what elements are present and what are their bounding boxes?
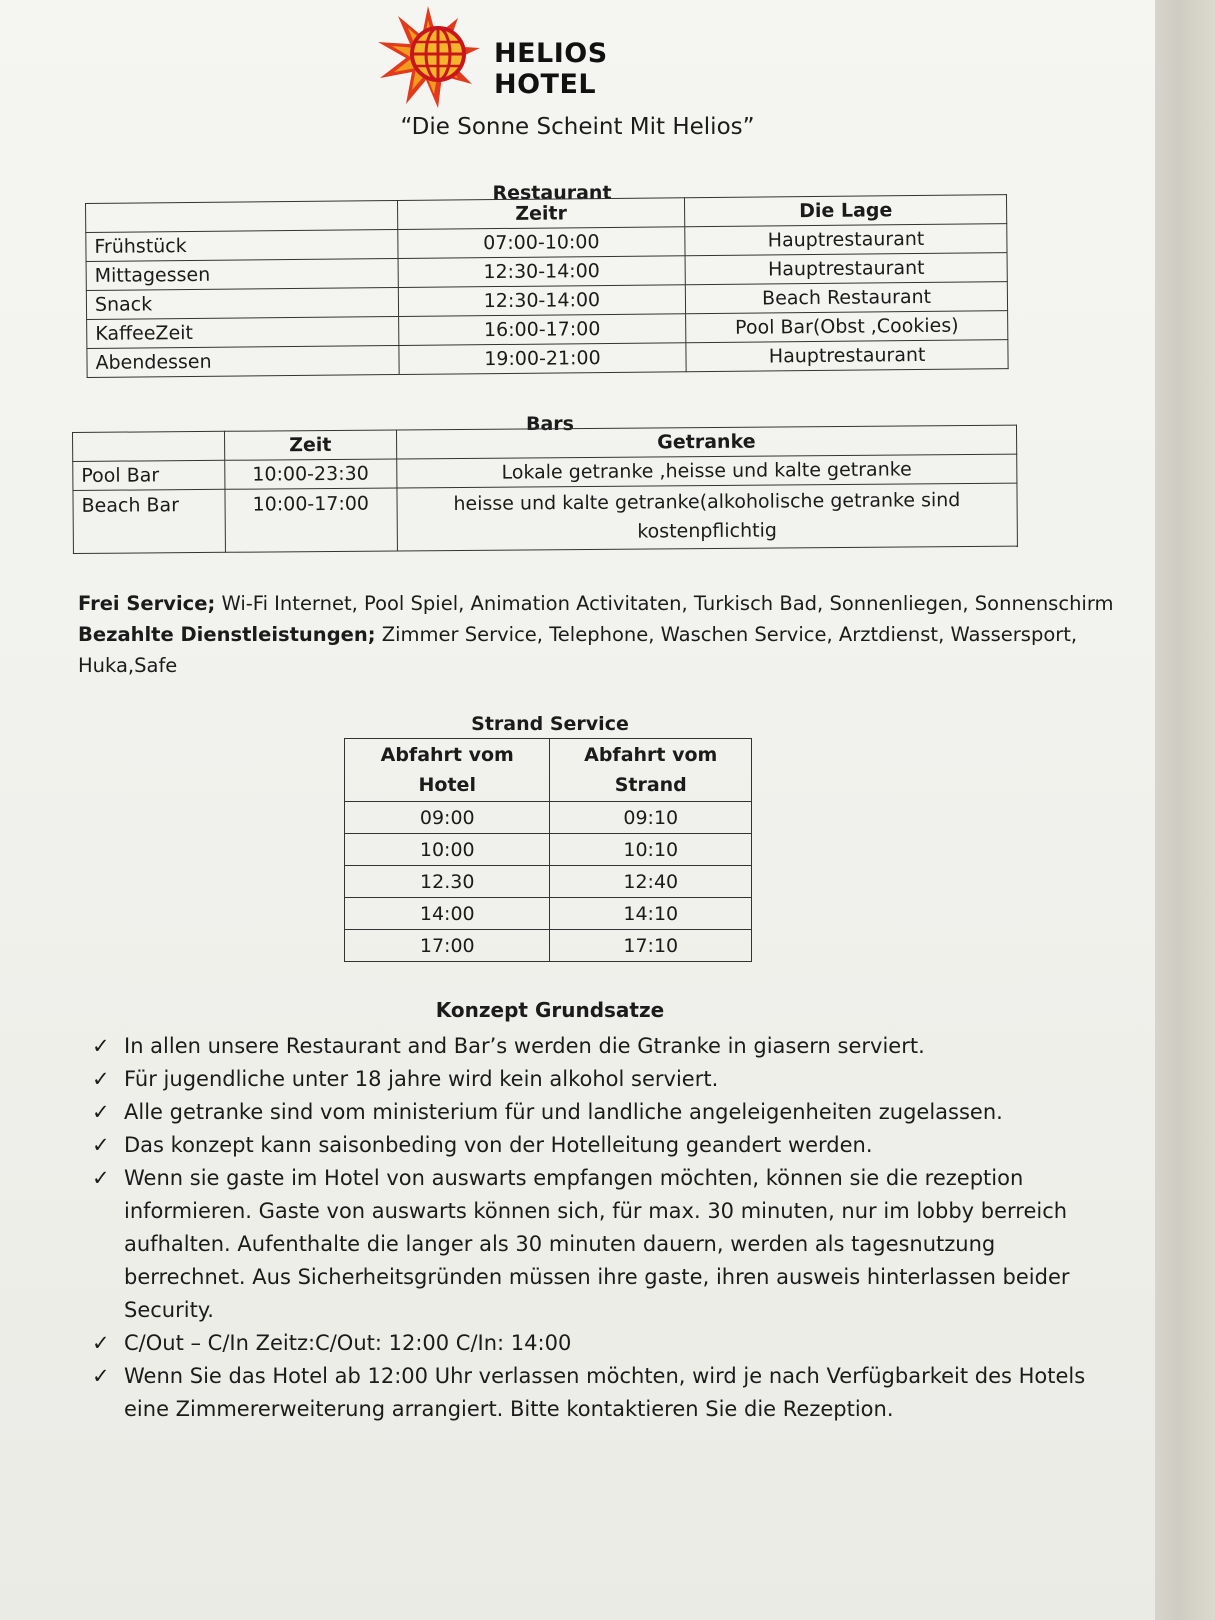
beach-departure: 12:40	[550, 866, 752, 898]
meal-name: Abendessen	[87, 345, 399, 377]
free-service-label: Frei Service;	[78, 592, 216, 615]
table-header-row	[345, 739, 752, 802]
bar-hours: 10:00-23:30	[225, 459, 397, 489]
konzept-title: Konzept Grundsatze	[435, 998, 665, 1022]
hotel-departure: 09:00	[345, 802, 550, 834]
list-item	[88, 1063, 1088, 1096]
meal-time: 12:30-14:00	[398, 285, 686, 317]
restaurant-caption: Restaurant	[492, 182, 612, 204]
column-header	[73, 431, 225, 461]
bar-name: Pool Bar	[73, 460, 225, 490]
meal-location: Pool Bar(Obst ,Cookies)	[686, 311, 1008, 343]
check-icon: ✓	[92, 1034, 110, 1058]
column-header: Die Lage	[685, 195, 1007, 227]
meal-time: 16:00-17:00	[398, 314, 686, 346]
check-icon: ✓	[92, 1133, 110, 1157]
rule-text: Für jugendliche unter 18 jahre wird kein alkohol serviert.	[124, 1067, 719, 1091]
hotel-departure: 17:00	[345, 930, 550, 962]
bar-hours: 10:00-17:00	[225, 488, 397, 552]
hotel-departure: 12.30	[345, 866, 550, 898]
column-header: Zeit	[224, 430, 396, 460]
table-row	[73, 483, 1017, 553]
hotel-departure: 14:00	[345, 898, 550, 930]
brand-name: HELIOS HOTEL	[494, 38, 608, 100]
hotel-departure: 10:00	[345, 834, 550, 866]
column-header: Getranke	[396, 425, 1017, 459]
check-icon: ✓	[92, 1100, 110, 1124]
table-row	[345, 834, 752, 866]
check-icon: ✓	[92, 1067, 110, 1091]
column-header	[86, 201, 398, 233]
meal-name: Frühstück	[86, 230, 398, 262]
rule-text: Das konzept kann saisonbeding von der Hotelleitung geandert werden.	[124, 1133, 873, 1157]
meal-name: Mittagessen	[86, 259, 398, 291]
list-item	[88, 1327, 1088, 1360]
list-item	[88, 1129, 1088, 1162]
meal-time: 12:30-14:00	[398, 256, 686, 288]
column-header: Abfahrt vom Strand	[550, 739, 752, 802]
meal-time: 07:00-10:00	[397, 227, 685, 259]
column-header: Zeitr	[397, 198, 685, 230]
paid-service-text: Zimmer Service, Telephone, Waschen Service, Arztdienst, Wassersport, Huka,Safe	[78, 623, 1078, 677]
rule-text: C/Out – C/In Zeitz:C/Out: 12:00 C/In: 14:00	[124, 1331, 572, 1355]
hotel-logo	[370, 6, 710, 116]
paid-service-label: Bezahlte Dienstleistungen;	[78, 623, 376, 646]
meal-location: Beach Restaurant	[686, 282, 1008, 314]
free-service-line	[78, 588, 1118, 619]
column-header: Abfahrt vom Hotel	[345, 739, 550, 802]
services-block	[78, 588, 1118, 681]
meal-time: 19:00-21:00	[399, 343, 687, 375]
restaurant-table	[85, 194, 1009, 378]
list-item	[88, 1030, 1088, 1063]
list-item	[88, 1360, 1088, 1426]
bar-drinks: Lokale getranke ,heisse und kalte getranke	[396, 454, 1017, 488]
bar-drinks: heisse und kalte getranke(alkoholische getranke sind kostenpflichtig	[397, 483, 1018, 551]
meal-location: Hauptrestaurant	[685, 253, 1007, 285]
table-row	[345, 802, 752, 834]
strand-caption: Strand Service	[471, 713, 629, 735]
paid-service-line	[78, 619, 1118, 681]
beach-departure: 17:10	[550, 930, 752, 962]
free-service-text: Wi-Fi Internet, Pool Spiel, Animation Activitaten, Turkisch Bad, Sonnenliegen, Sonnenschirm	[215, 592, 1114, 615]
bar-name: Beach Bar	[73, 489, 225, 553]
beach-departure: 14:10	[550, 898, 752, 930]
list-item	[88, 1162, 1088, 1327]
bars-table	[72, 425, 1018, 554]
list-item	[88, 1096, 1088, 1129]
meal-name: Snack	[86, 287, 398, 319]
beach-departure: 10:10	[550, 834, 752, 866]
frame-edge	[1155, 0, 1215, 1620]
sun-globe-icon	[370, 6, 490, 116]
table-row	[345, 898, 752, 930]
check-icon: ✓	[92, 1166, 110, 1190]
rule-text: Alle getranke sind vom ministerium für und landliche angeleigenheiten zugelassen.	[124, 1100, 1003, 1124]
konzept-list	[88, 1030, 1088, 1426]
check-icon: ✓	[92, 1364, 110, 1388]
beach-departure: 09:10	[550, 802, 752, 834]
strand-table	[344, 738, 752, 962]
meal-location: Hauptrestaurant	[685, 224, 1007, 256]
rule-text: Wenn Sie das Hotel ab 12:00 Uhr verlassen möchten, wird je nach Verfügbarkeit des Hotels eine Zimmererweiterung arrangiert. Bitte kontaktieren Sie die Rezeption.	[124, 1364, 1086, 1421]
rule-text: In allen unsere Restaurant and Bar’s werden die Gtranke in giasern serviert.	[124, 1034, 925, 1058]
meal-location: Hauptrestaurant	[686, 340, 1008, 372]
table-row	[345, 930, 752, 962]
bars-caption: Bars	[526, 413, 574, 435]
check-icon: ✓	[92, 1331, 110, 1355]
table-row	[345, 866, 752, 898]
rule-text: Wenn sie gaste im Hotel von auswarts empfangen möchten, können sie die rezeption informieren. Gaste von auswarts können sich, für max. 30 minuten, nur im lobby berreich aufhalten. Aufenthalte die langer als 30 minuten dauern, werden als tagesnutzung berrechnet. Aus Sicherheitsgründen müssen ihre gaste, ihren ausweis hinterlassen beider Security.	[124, 1166, 1070, 1322]
slogan: “Die Sonne Scheint Mit Helios”	[400, 114, 755, 140]
meal-name: KaffeeZeit	[87, 316, 399, 348]
